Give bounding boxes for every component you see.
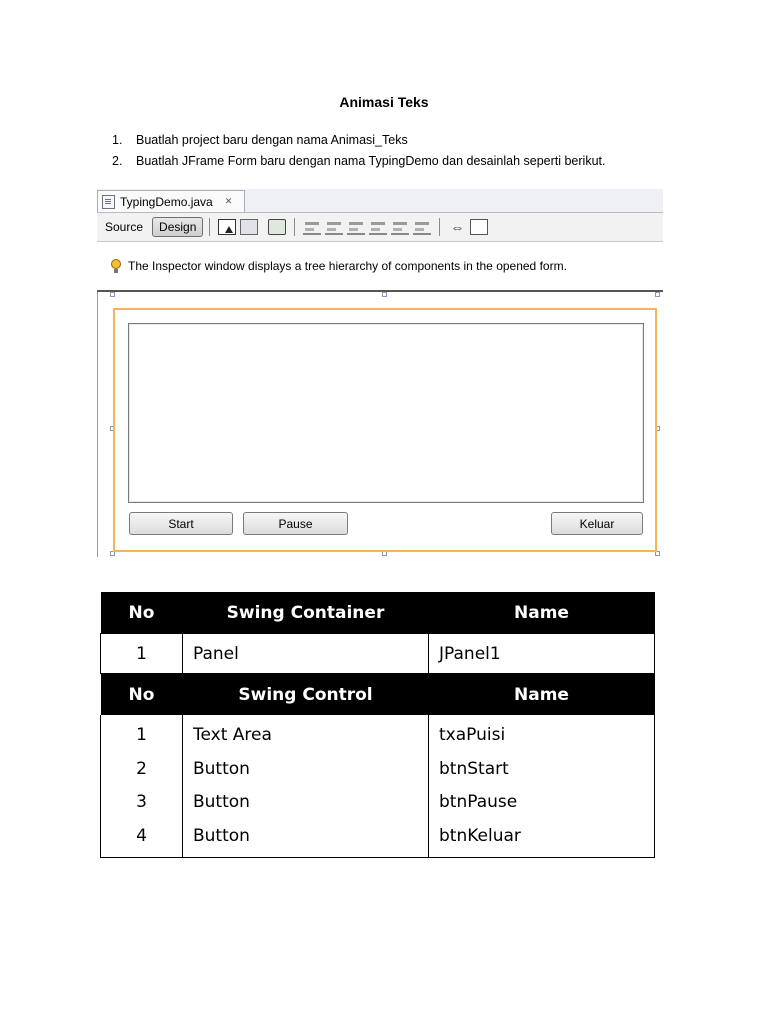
preview-design-icon[interactable] bbox=[268, 219, 286, 235]
source-tab-button[interactable]: Source bbox=[105, 220, 144, 234]
header-no: No bbox=[101, 674, 183, 716]
cell-type: Button bbox=[193, 792, 250, 812]
components-table bbox=[100, 592, 655, 858]
canvas-border bbox=[97, 292, 98, 557]
header-name: Name bbox=[429, 674, 655, 716]
connection-mode-icon[interactable] bbox=[240, 219, 258, 235]
toolbar-separator bbox=[294, 218, 295, 236]
steps-list bbox=[112, 130, 605, 172]
editor-tab-bar bbox=[97, 189, 663, 213]
cell-name: btnPause bbox=[439, 792, 518, 812]
netbeans-screenshot bbox=[97, 189, 663, 557]
close-icon[interactable]: ✕ bbox=[224, 196, 233, 206]
cell-type-list bbox=[183, 715, 429, 858]
step-item bbox=[112, 151, 605, 172]
cell-no: 2 bbox=[136, 758, 147, 779]
jpanel1[interactable] bbox=[113, 308, 657, 552]
cell-name: btnStart bbox=[439, 758, 509, 779]
pause-button[interactable]: Pause bbox=[243, 512, 348, 535]
bulb-icon bbox=[111, 259, 121, 273]
keluar-button[interactable]: Keluar bbox=[551, 512, 643, 535]
document-title: Animasi Teks bbox=[339, 94, 429, 110]
step-number: 1. bbox=[112, 133, 123, 147]
cell-type: Panel bbox=[183, 634, 429, 674]
start-button[interactable]: Start bbox=[129, 512, 233, 535]
cell-type: Text Area bbox=[193, 725, 272, 745]
header-type: Swing Container bbox=[183, 592, 429, 634]
cell-name: btnKeluar bbox=[439, 825, 521, 846]
step-item bbox=[112, 130, 605, 151]
cell-no: 1 bbox=[136, 725, 147, 745]
step-text: Buatlah JFrame Form baru dengan nama TypingDemo dan desainlah seperti berikut. bbox=[136, 154, 606, 168]
align-top-icon[interactable] bbox=[369, 219, 387, 235]
header-type: Swing Control bbox=[183, 674, 429, 716]
align-center-icon[interactable] bbox=[347, 219, 365, 235]
file-icon bbox=[102, 195, 115, 209]
align-bottom-icon[interactable] bbox=[391, 219, 409, 235]
cell-no: 4 bbox=[136, 825, 147, 846]
cell-type: Button bbox=[193, 758, 250, 779]
resize-handle[interactable] bbox=[655, 292, 660, 297]
cell-type: Button bbox=[193, 825, 250, 846]
resize-horizontal-icon[interactable]: ⇔ bbox=[450, 219, 465, 235]
resize-handle[interactable] bbox=[110, 292, 115, 297]
toolbar-separator bbox=[439, 218, 440, 236]
cell-no: 3 bbox=[136, 792, 147, 812]
selection-mode-icon[interactable] bbox=[218, 219, 236, 235]
cell-name: JPanel1 bbox=[429, 634, 655, 674]
table-row bbox=[101, 634, 655, 674]
design-tab-button[interactable]: Design bbox=[152, 217, 203, 237]
align-middle-icon[interactable] bbox=[413, 219, 431, 235]
align-right-icon[interactable] bbox=[325, 219, 343, 235]
table-row bbox=[101, 715, 655, 858]
table-header bbox=[101, 674, 655, 716]
hint-text: The Inspector window displays a tree hierarchy of components in the opened form. bbox=[128, 259, 567, 273]
editor-tab-typingdemo[interactable] bbox=[97, 190, 245, 212]
design-canvas[interactable] bbox=[97, 292, 663, 557]
resize-handle[interactable] bbox=[382, 292, 387, 297]
resize-vertical-icon[interactable] bbox=[470, 219, 488, 235]
cell-no: 1 bbox=[101, 634, 183, 674]
cell-name: txaPuisi bbox=[439, 725, 506, 745]
inspector-hint-bar bbox=[97, 242, 663, 292]
align-left-icon[interactable] bbox=[303, 219, 321, 235]
cell-name-list bbox=[429, 715, 655, 858]
step-number: 2. bbox=[112, 154, 123, 168]
toolbar-separator bbox=[209, 218, 210, 236]
cell-no-list bbox=[101, 715, 183, 858]
design-toolbar bbox=[97, 213, 663, 242]
header-name: Name bbox=[429, 592, 655, 634]
tab-label: TypingDemo.java bbox=[120, 194, 213, 209]
header-no: No bbox=[101, 592, 183, 634]
step-text: Buatlah project baru dengan nama Animasi_Teks bbox=[136, 133, 408, 147]
txa-puisi-textarea[interactable] bbox=[128, 323, 644, 503]
table-header bbox=[101, 592, 655, 634]
